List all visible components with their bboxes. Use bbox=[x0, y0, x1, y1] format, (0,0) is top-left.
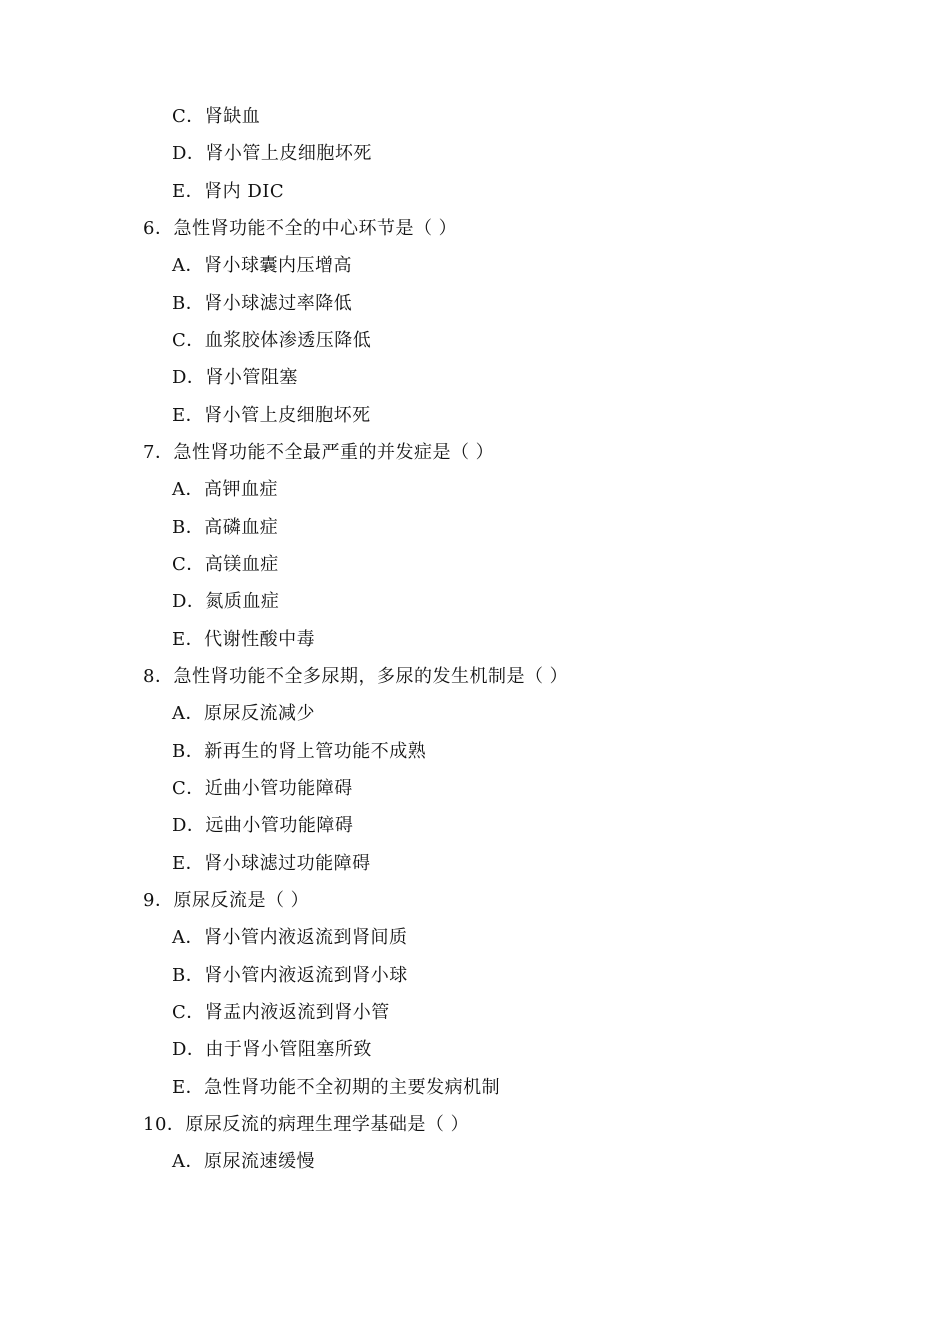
option-8e: E．肾小球滤过功能障碍 bbox=[172, 853, 371, 874]
option-5d: D．肾小管上皮细胞坏死 bbox=[172, 143, 372, 164]
option-6d: D．肾小管阻塞 bbox=[172, 367, 298, 388]
question-7: 7．急性肾功能不全最严重的并发症是（ ） bbox=[143, 442, 495, 463]
option-7d: D．氮质血症 bbox=[172, 591, 280, 612]
option-10a: A．原尿流速缓慢 bbox=[172, 1151, 315, 1172]
option-8b: B．新再生的肾上管功能不成熟 bbox=[172, 741, 427, 762]
question-9: 9．原尿反流是（ ） bbox=[143, 890, 310, 911]
option-6e: E．肾小管上皮细胞坏死 bbox=[172, 405, 371, 426]
option-6c: C．血浆胶体渗透压降低 bbox=[172, 330, 372, 351]
option-8a: A．原尿反流减少 bbox=[172, 703, 315, 724]
question-10: 10．原尿反流的病理生理学基础是（ ） bbox=[143, 1114, 470, 1135]
option-5c: C．肾缺血 bbox=[172, 106, 261, 127]
option-7e: E．代谢性酸中毒 bbox=[172, 629, 316, 650]
option-7a: A．高钾血症 bbox=[172, 479, 278, 500]
option-9a: A．肾小管内液返流到肾间质 bbox=[172, 927, 408, 948]
option-5e: E．肾内 DIC bbox=[172, 181, 285, 202]
option-8c: C．近曲小管功能障碍 bbox=[172, 778, 353, 799]
option-7c: C．高镁血症 bbox=[172, 554, 279, 575]
option-9b: B．肾小管内液返流到肾小球 bbox=[172, 965, 408, 986]
option-6a: A．肾小球囊内压增高 bbox=[172, 255, 352, 276]
option-6b: B．肾小球滤过率降低 bbox=[172, 293, 353, 314]
option-7b: B．高磷血症 bbox=[172, 517, 279, 538]
question-6: 6．急性肾功能不全的中心环节是（ ） bbox=[143, 218, 458, 239]
option-9e: E．急性肾功能不全初期的主要发病机制 bbox=[172, 1077, 501, 1098]
option-9c: C．肾盂内液返流到肾小管 bbox=[172, 1002, 390, 1023]
option-9d: D．由于肾小管阻塞所致 bbox=[172, 1039, 372, 1060]
question-8: 8．急性肾功能不全多尿期，多尿的发生机制是（ ） bbox=[143, 666, 569, 687]
option-8d: D．远曲小管功能障碍 bbox=[172, 815, 354, 836]
